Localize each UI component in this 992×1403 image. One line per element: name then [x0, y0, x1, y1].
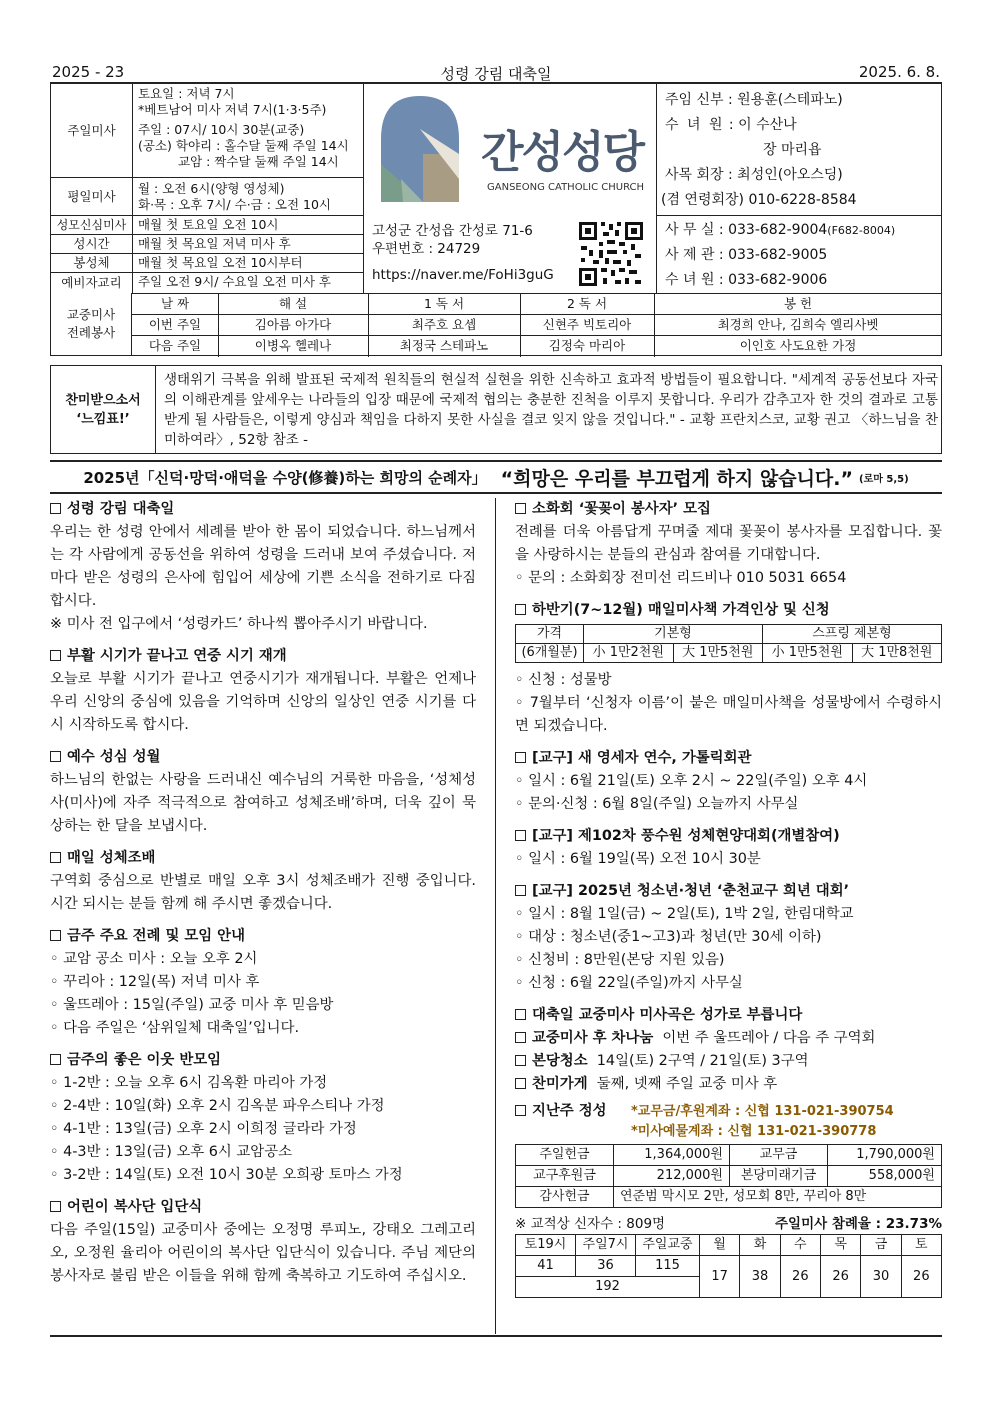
registered-count: ※ 교적상 신자수 : 809명 [515, 1216, 666, 1232]
list-item: ◦ 문의 : 소화회장 전미선 리드비나 010 5031 6654 [515, 570, 847, 586]
mass-line: 주일 : 07시/ 10시 30분(교중) [138, 122, 305, 137]
section-notes [515, 1004, 942, 1096]
section-missal-price [515, 599, 942, 738]
section-title: 하반기(7~12월) 매일미사책 가격인상 및 신청 [532, 602, 830, 618]
staff-role: 주임 신부 [665, 92, 724, 108]
staff-row: 수 녀 원 : 이 수산나 [665, 117, 797, 133]
att-total: 192 [516, 1277, 700, 1298]
quote-label-line: ‘느낌표!’ [76, 411, 130, 427]
section-title: [교구] 제102차 풍수원 성체현양대회(개별참여) [532, 828, 840, 844]
liturgy-cell: 다음 주일 [148, 338, 202, 353]
note-title: 대축일 교중미사 미사곡은 성가로 부릅니다 [532, 1007, 803, 1023]
feast-title: 성령 강림 대축일 [440, 65, 552, 83]
section-text: ※ 미사 전 입구에서 ‘성령카드’ 하나씩 뽑아주시기 바랍니다. [50, 616, 428, 632]
checkbox-icon [50, 650, 61, 661]
marian-mass-value: 매월 첫 토요일 오전 10시 [133, 216, 364, 235]
list-item: ◦ 7월부터 ‘신청자 이름’이 붙은 매일미사책을 성물방에서 수령하시면 되겠습니다. [515, 695, 942, 734]
list-item: ◦ 다음 주일은 ‘삼위일체 대축일’입니다. [50, 1020, 300, 1036]
note-title: 찬미가게 [532, 1076, 588, 1092]
att-header: 화 [740, 1235, 780, 1256]
church-address [372, 222, 582, 284]
price-cell: 小 1만5천원 [763, 644, 853, 663]
banner-ref: (로마 5,5) [859, 473, 909, 485]
list-item: ◦ 신청비 : 8만원(본당 지원 있음) [515, 952, 725, 968]
top-line [50, 62, 942, 84]
att-cell: 26 [780, 1256, 820, 1298]
offering-label: 교무금 [730, 1145, 828, 1166]
offering-table [515, 1144, 942, 1208]
staff-role: 수 녀 원 [665, 117, 725, 133]
list-item: ◦ 2-4반 : 10일(화) 오후 2시 김옥분 파우스티나 가정 [50, 1098, 385, 1114]
staff-box [656, 84, 942, 216]
att-cell: 17 [700, 1256, 740, 1298]
mass-offering-account: *미사예물계좌 : 신협 131-021-390778 [631, 1124, 877, 1139]
section-title: [교구] 새 영세자 연수, 가톨릭회관 [532, 750, 752, 766]
office-role: 수 녀 원 [665, 272, 715, 288]
col-reading2: 2 독 서 [566, 296, 608, 311]
col-offertory: 봉 헌 [783, 296, 813, 311]
church-url[interactable]: https://naver.me/FoHi3guG [372, 267, 554, 283]
staff-name: 최성인(아오스딩) [737, 167, 843, 183]
list-item: ◦ 신청 : 성물방 [515, 672, 612, 688]
att-header: 목 [820, 1235, 860, 1256]
price-header: 기본형 [584, 625, 763, 644]
liturgy-grid [132, 293, 942, 356]
list-item: ◦ 대상 : 청소년(중1~고3)과 청년(만 30세 이하) [515, 929, 822, 945]
mass-line: 토요일 : 저녁 7시 [138, 86, 235, 101]
checkbox-icon [515, 1009, 526, 1020]
staff-row: 사목 회장 : 최성인(아오스딩) [665, 167, 843, 183]
section-title: 지난주 정성 [532, 1103, 607, 1119]
mass-line: (공소) 학야리 : 홀수달 둘째 주일 14시 [138, 138, 349, 153]
column-divider [495, 498, 496, 1334]
list-item: ◦ 일시 : 8월 1일(금) ~ 2일(토), 1박 2일, 한림대학교 [515, 906, 854, 922]
section-pentecost [50, 498, 476, 636]
att-cell: 26 [901, 1256, 941, 1298]
liturgy-cell: 신현주 빅토리아 [542, 317, 632, 332]
staff-phone: 010-6228-8584 [748, 192, 857, 208]
list-item: ◦ 울뜨레아 : 15일(주일) 교중 미사 후 믿음방 [50, 997, 334, 1013]
att-header: 금 [861, 1235, 901, 1256]
col-commentary: 해 설 [278, 296, 308, 311]
liturgy-cell: 최경희 안나, 김희숙 엘리사벳 [717, 317, 879, 332]
section-text: 우리는 한 성령 안에서 세례를 받아 한 몸이 되었습니다. 하느님께서는 각 사람에게 공동선을 위하여 성령을 드러내 보여 주셨습니다. 저마다 받은 성령의 은사에 힘입어 세상에 기쁜 소식을 전하기로 다짐합시다. [50, 524, 476, 609]
mass-line: 교암 : 짝수달 둘째 주일 14시 [178, 154, 339, 169]
liturgy-cell: 김정숙 마리아 [548, 338, 626, 353]
office-box [656, 216, 942, 293]
liturgy-cell: 최정국 스테파노 [399, 338, 489, 353]
price-cell: (6개월분) [516, 644, 584, 663]
staff-row: 주임 신부 : 원용훈(스테파노) [665, 92, 843, 108]
staff-row [661, 188, 942, 213]
section-text: 구역회 중심으로 반별로 매일 오후 3시 성체조배가 진행 중입니다. 시간 되시는 분들 함께 해 주시면 좋겠습니다. [50, 873, 476, 912]
catechism-label: 예비자교리 [51, 273, 133, 293]
staff-name: 이 수산나 [738, 117, 797, 133]
section-title: 부활 시기가 끝나고 연중 시기 재개 [67, 648, 287, 664]
checkbox-icon [515, 830, 526, 841]
staff-row [665, 138, 942, 163]
liturgy-label-line: 전례봉사 [66, 325, 116, 340]
price-cell: 小 1만2천원 [584, 644, 674, 663]
section-title: 금주의 좋은 이웃 반모임 [67, 1052, 222, 1068]
section-title: 어린이 복사단 입단식 [67, 1199, 203, 1215]
section-text: 하느님의 한없는 사랑을 드러내신 예수님의 거룩한 마음을, ‘성체성사(미사)에 자주 적극적으로 참여하고 성체조배’하며, 더욱 깊이 묵상하는 한 달을 보냅시다. [50, 772, 476, 834]
liturgy-schedule [50, 293, 942, 356]
section-sacred-heart [50, 746, 476, 838]
section-offering [515, 1100, 942, 1298]
section-text: 오늘로 부활 시기가 끝나고 연중시기가 재개됩니다. 부활은 언제나 우리 신앙의 중심에 있음을 기억하며 신앙의 일상인 연중 시기를 다시 시작하도록 합시다. [50, 671, 476, 733]
offering-label: 본당미래기금 [730, 1166, 828, 1187]
church-logo [363, 84, 655, 216]
att-cell: 30 [861, 1256, 901, 1298]
att-header: 토19시 [516, 1235, 576, 1256]
marian-mass-label: 성모신심미사 [51, 216, 133, 235]
att-header: 월 [700, 1235, 740, 1256]
checkbox-icon [515, 1078, 526, 1089]
list-item: ◦ 신청 : 6월 22일(주일)까지 사무실 [515, 975, 743, 991]
address-line: 고성군 간성읍 간성로 71-6 [372, 223, 533, 239]
liturgy-label [50, 293, 132, 356]
section-title: 소화회 ‘꽃꽂이 봉사자’ 모집 [532, 501, 711, 517]
liturgy-cell: 김아름 아가다 [254, 317, 332, 332]
section-title: 성령 강림 대축일 [67, 501, 175, 517]
office-row: 사 제 관 : 033-682-9005 [665, 247, 828, 263]
list-item: ◦ 문의·신청 : 6월 8일(주일) 오늘까지 사무실 [515, 796, 799, 812]
note-text: 이번 주 울뜨레아 / 다음 주 구역회 [662, 1030, 876, 1046]
list-item: ◦ 4-3반 : 13일(금) 오후 6시 교암공소 [50, 1144, 292, 1160]
list-item: ◦ 3-2반 : 14일(토) 오전 10시 30분 오희광 토마스 가정 [50, 1167, 403, 1183]
price-header: 가격 [516, 625, 584, 644]
church-name-ko: 간성성당 [481, 127, 644, 178]
note-title: 본당청소 [532, 1053, 588, 1069]
price-header: 스프링 제본형 [763, 625, 942, 644]
att-cell: 26 [820, 1256, 860, 1298]
checkbox-icon [515, 752, 526, 763]
col-reading1: 1 독 서 [423, 296, 465, 311]
mass-line: 월 : 오전 6시(양형 영성체) [138, 181, 285, 196]
staff-role: 사목 회장 [665, 167, 724, 183]
checkbox-icon [515, 1055, 526, 1066]
offering-amount: 212,000원 [614, 1166, 730, 1187]
left-column [50, 498, 476, 1297]
checkbox-icon [515, 503, 526, 514]
weekday-mass-label: 평일미사 [51, 178, 133, 216]
liturgy-cell: 이병옥 헬레나 [254, 338, 332, 353]
note-text: 둘째, 넷째 주일 교중 미사 후 [596, 1076, 778, 1092]
staff-name: 장 마리욥 [763, 142, 822, 158]
mass-line: 화·목 : 오후 7시/ 수·금 : 오전 10시 [138, 197, 332, 212]
right-column [515, 498, 942, 1298]
mass-line: *베트남어 미사 저녁 7시(1·3·5주) [138, 102, 327, 117]
section-neighbor-meetings [50, 1049, 476, 1187]
section-ordinary-time [50, 645, 476, 737]
office-role: 사 제 관 [665, 247, 715, 263]
list-item: ◦ 교암 공소 미사 : 오늘 오후 2시 [50, 951, 258, 967]
donation-account: *교무금/후원계좌 : 신협 131-021-390754 [631, 1104, 894, 1119]
offering-label: 감사헌금 [516, 1187, 614, 1208]
laudato-si-box [50, 365, 942, 454]
note-text: 14일(토) 2구역 / 21일(토) 3구역 [596, 1053, 809, 1069]
checkbox-icon [515, 1105, 526, 1116]
checkbox-icon [50, 751, 61, 762]
list-item: ◦ 1-2반 : 오늘 오후 6시 김옥환 마리아 가정 [50, 1075, 328, 1091]
liturgy-cell: 최주호 요셉 [411, 317, 477, 332]
bottom-rule [50, 1335, 942, 1337]
att-cell: 36 [576, 1256, 636, 1277]
checkbox-icon [515, 1032, 526, 1043]
office-role: 사 무 실 [665, 222, 715, 238]
att-header: 토 [901, 1235, 941, 1256]
offering-amount: 1,364,000원 [614, 1145, 730, 1166]
communion-value: 매월 첫 목요일 오전 10시부터 [133, 254, 364, 273]
price-cell: 大 1만8천원 [852, 644, 942, 663]
issue-number: 2025 - 23 [52, 63, 125, 81]
att-cell: 38 [740, 1256, 780, 1298]
list-item: ◦ 일시 : 6월 19일(목) 오전 10시 30분 [515, 851, 761, 867]
thanks-offering: 연준범 막시모 2만, 성모회 8만, 꾸리아 8만 [614, 1187, 942, 1208]
section-flower-volunteers [515, 498, 942, 590]
checkbox-icon [515, 604, 526, 615]
att-cell: 41 [516, 1256, 576, 1277]
office-fax: (F682-8004) [827, 224, 896, 237]
holy-hour-label: 성시간 [51, 235, 133, 254]
section-title: 예수 성심 성월 [67, 749, 161, 765]
col-date: 날 짜 [160, 296, 190, 311]
office-row: 사 무 실 : 033-682-9004(F682-8004) [665, 222, 896, 238]
communion-label: 봉성체 [51, 254, 133, 273]
quote-label-line: 찬미받으소서 [65, 392, 141, 408]
checkbox-icon [50, 503, 61, 514]
offering-label: 교구후원금 [516, 1166, 614, 1187]
office-phone: 033-682-9005 [728, 247, 828, 263]
list-item: ◦ 일시 : 6월 21일(토) 오후 2시 ~ 22일(주일) 오후 4시 [515, 773, 868, 789]
office-phone: 033-682-9004 [728, 222, 828, 238]
church-name-en: GANSEONG CATHOLIC CHURCH [487, 182, 645, 193]
offering-amount: 1,790,000원 [828, 1145, 942, 1166]
banner-motto: “희망은 우리를 부끄럽게 하지 않습니다.” [500, 467, 853, 490]
checkbox-icon [50, 1201, 61, 1212]
office-row: 수 녀 원 : 033-682-9006 [665, 272, 828, 288]
catechism-value: 주일 오전 9시/ 수요일 오전 미사 후 [133, 273, 364, 293]
checkbox-icon [50, 1054, 61, 1065]
banner-theme: 2025년「신덕·망덕·애덕을 수양(修養)하는 희망의 순례자」 [83, 468, 487, 487]
section-youth-jubilee [515, 880, 942, 995]
offering-label: 주일헌금 [516, 1145, 614, 1166]
section-eucharistic-congress [515, 825, 942, 871]
sunday-cell-border [133, 84, 364, 178]
list-item: ◦ 꾸리아 : 12일(목) 저녁 미사 후 [50, 974, 260, 990]
price-cell: 大 1만5천원 [673, 644, 763, 663]
attendance-table [515, 1234, 942, 1298]
staff-role: (겸 연령회장) [661, 192, 744, 208]
att-header: 주일7시 [576, 1235, 636, 1256]
checkbox-icon [50, 852, 61, 863]
qr-code-icon[interactable] [577, 220, 645, 288]
list-item: ◦ 4-1반 : 13일(금) 오후 2시 이희정 글라라 가정 [50, 1121, 357, 1137]
att-header: 주일교중 [636, 1235, 700, 1256]
note-title: 교중미사 후 차나눔 [532, 1030, 654, 1046]
section-text: 전례를 더욱 아름답게 꾸며줄 제대 꽃꽂이 봉사자를 모집합니다. 꽃을 사랑하시는 분들의 관심과 참여를 기대합니다. [515, 524, 942, 563]
issue-date: 2025. 6. 8. [858, 63, 940, 81]
missal-price-table [515, 624, 942, 663]
section-title: 매일 성체조배 [67, 850, 156, 866]
section-weekly-events [50, 925, 476, 1040]
sunday-mass-label: 주일미사 [51, 84, 133, 178]
quote-text: 생태위기 극복을 위해 발표된 국제적 원칙들의 현실적 실현을 위한 신속하고 효과적 방법들이 필요합니다. "세계적 공동선보다 자국의 이해관계를 앞세우는 나라들의 입장 때문에 국제적 협의는 충분한 진척을 이루지 못합니다. 우리가 감추고자 한 것의 결과로 고통받게 될 사람들은, 이렇게 양심과 책임을 다하지 못한 사실을 결코 잊지 않을 것입니다." - 교황 프란치스코, 교황 권고 〈하느님을 찬미하여라〉, 52항 참조 - [164, 372, 938, 448]
postal-code: 우편번호 : 24729 [372, 241, 481, 257]
att-cell: 115 [636, 1256, 700, 1277]
liturgy-cell: 이인호 사도요한 가정 [739, 338, 857, 353]
section-title: 금주 주요 전례 및 모임 안내 [67, 928, 245, 944]
section-neophyte-training [515, 747, 942, 816]
section-altar-servers [50, 1196, 476, 1288]
quote-label [51, 366, 156, 453]
attendance-rate: 주일미사 참례율 : 23.73% [774, 1216, 942, 1232]
section-title: [교구] 2025년 청소년·청년 ‘춘천교구 희년 대회’ [532, 883, 850, 899]
checkbox-icon [50, 930, 61, 941]
office-phone: 033-682-9006 [728, 272, 828, 288]
weekday-mass-times [133, 178, 364, 216]
jubilee-banner [50, 460, 942, 494]
holy-hour-value: 매월 첫 목요일 저녁 미사 후 [133, 235, 364, 254]
checkbox-icon [515, 885, 526, 896]
offering-amount: 558,000원 [828, 1166, 942, 1187]
staff-name: 원용훈(스테파노) [737, 92, 843, 108]
att-header: 수 [780, 1235, 820, 1256]
section-adoration [50, 847, 476, 916]
liturgy-label-line: 교중미사 [66, 307, 116, 322]
section-text: 다음 주일(15일) 교중미사 중에는 오정명 루피노, 강태오 그레고리오, 오정원 율리아 어린이의 복사단 입단식이 있습니다. 주님 제단의 봉사자로 불림 받은 이들을 위해 함께 축복하고 기도하여 주십시오. [50, 1222, 476, 1284]
liturgy-cell: 이번 주일 [148, 317, 202, 332]
